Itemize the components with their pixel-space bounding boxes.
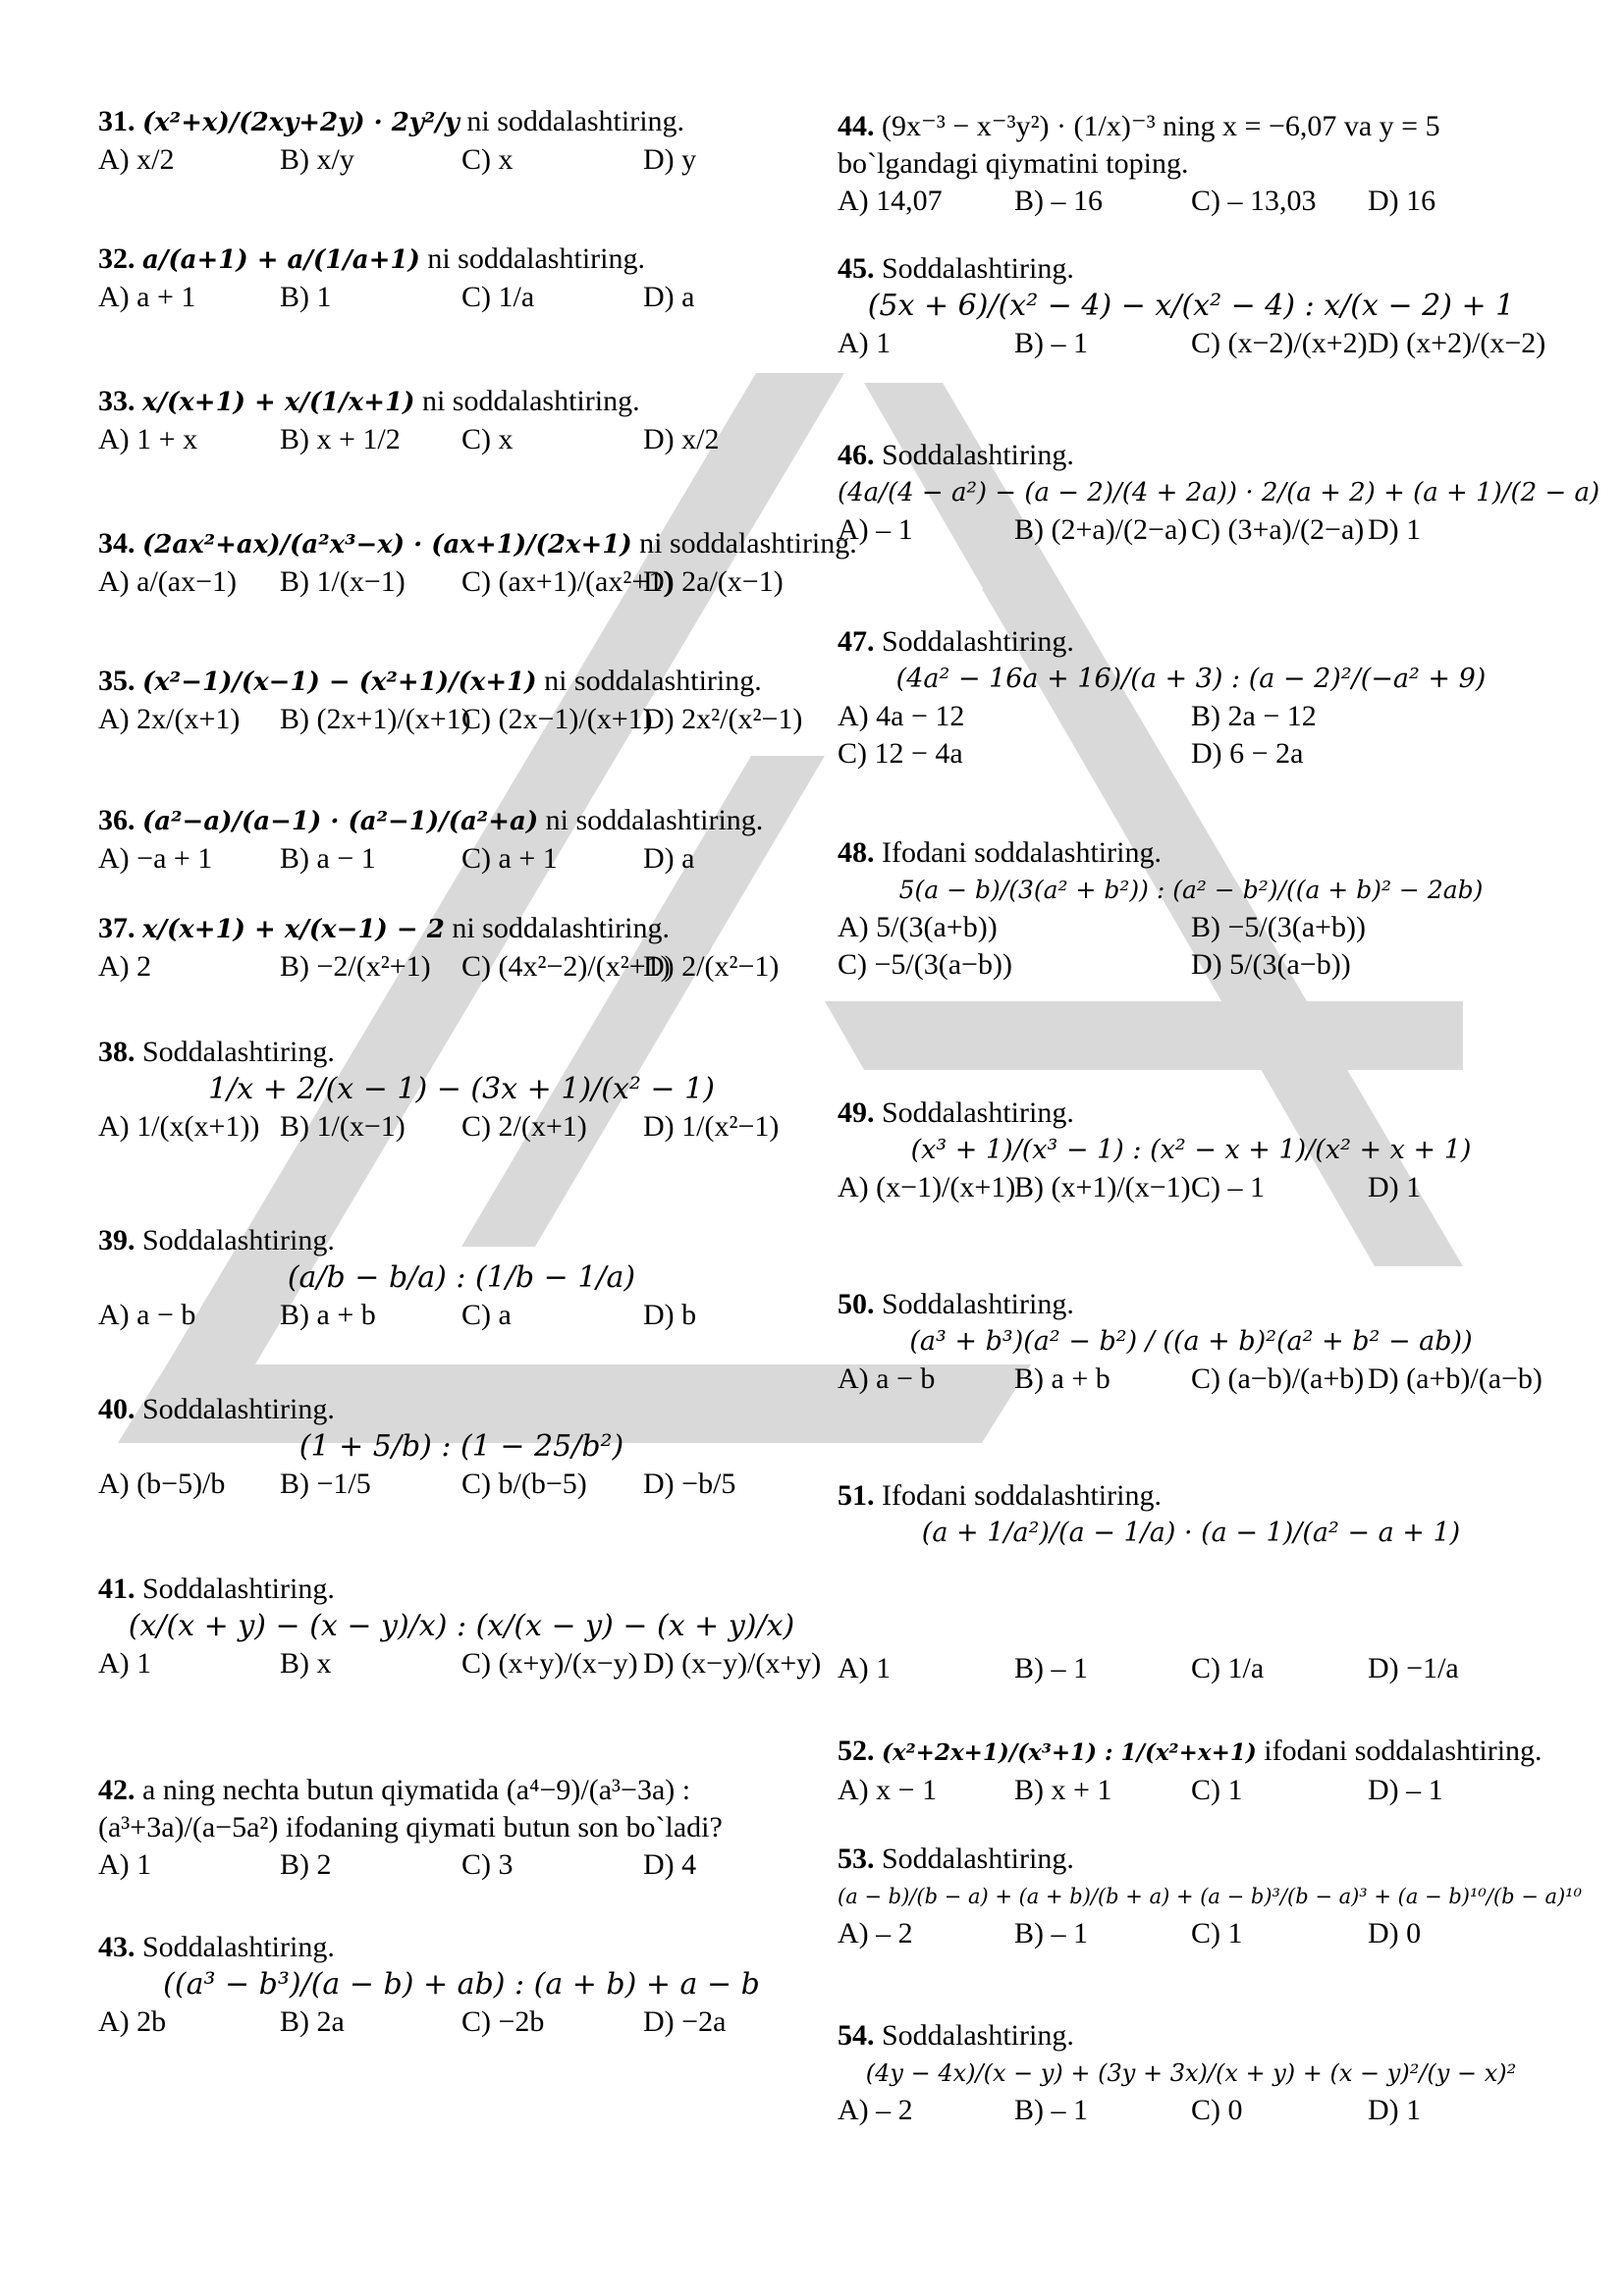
- option-c[interactable]: C) 0: [1191, 2094, 1243, 2126]
- option-b[interactable]: B) – 1: [1014, 2094, 1088, 2126]
- question-expression: (x²+x)/(2xy+2y) · 2y²/y: [142, 108, 460, 137]
- question-formula: (a − b)/(b − a) + (a + b)/(b + a) + (a − b)³/(b − a)³ + (a − b)¹⁰/(b − a)¹⁰: [838, 1885, 1583, 1908]
- question-36: [98, 802, 825, 878]
- question-text: ni soddalashtiring.: [421, 385, 640, 417]
- option-a[interactable]: A) (b−5)/b: [98, 1468, 226, 1500]
- option-d[interactable]: D) 2x²/(x²−1): [643, 703, 803, 735]
- question-formula: (x³ + 1)/(x³ − 1) : (x² − x + 1)/(x² + x + 1): [910, 1135, 1472, 1165]
- question-41: [98, 1571, 825, 1682]
- option-d[interactable]: D) 0: [1368, 1917, 1422, 1949]
- answer-options: [98, 1108, 825, 1146]
- option-c[interactable]: C) 1/a: [461, 281, 535, 313]
- question-text: Soddalashtiring.: [882, 2019, 1074, 2052]
- option-a[interactable]: A) (x−1)/(x+1): [838, 1171, 1016, 1203]
- option-b[interactable]: B) −5/(3(a+b)): [1191, 911, 1366, 943]
- option-d[interactable]: D) 1: [1368, 2094, 1422, 2126]
- answer-options: [838, 511, 1544, 549]
- question-number: 47.: [838, 625, 875, 658]
- question-formula: (a + 1/a²)/(a − 1/a) · (a − 1)/(a² − a + 1): [921, 1518, 1461, 1548]
- question-49: [838, 1095, 1544, 1206]
- question-number: 41.: [98, 1573, 135, 1605]
- question-formula: (a³ + b³)(a² − b²) / ((a + b)²(a² + b² − ab)): [909, 1326, 1473, 1357]
- answer-options: [98, 2003, 825, 2041]
- question-number: 36.: [98, 804, 135, 836]
- question-text: ni soddalashtiring.: [639, 527, 857, 560]
- question-expression: (2ax²+ax)/(a²x³−x) · (ax+1)/(2x+1): [142, 530, 632, 560]
- option-a[interactable]: A) 5/(3(a+b)): [838, 911, 998, 943]
- option-d[interactable]: D) 1/(x²−1): [643, 1110, 780, 1143]
- question-text: Ifodani soddalashtiring.: [882, 1479, 1162, 1512]
- question-text: Soddalashtiring.: [882, 1842, 1074, 1875]
- option-c[interactable]: C) b/(b−5): [461, 1468, 587, 1500]
- question-formula: (a/b − b/a) : (1/b − 1/a): [287, 1260, 636, 1295]
- question-text: ni soddalashtiring.: [544, 665, 762, 697]
- option-d[interactable]: D) 16: [1368, 185, 1436, 217]
- option-c[interactable]: C) −2b: [461, 2005, 545, 2038]
- question-number: 40.: [98, 1393, 135, 1425]
- option-d[interactable]: D) a: [643, 281, 695, 313]
- question-54: [838, 2017, 1544, 2129]
- question-34: [98, 525, 857, 601]
- answer-options: [838, 698, 1544, 773]
- option-a[interactable]: A) 1/(x(x+1)): [98, 1110, 260, 1143]
- answer-options: [98, 279, 825, 316]
- option-d[interactable]: D) −2a: [643, 2005, 727, 2038]
- question-text: Soddalashtiring.: [142, 1573, 335, 1605]
- option-d[interactable]: D) 5/(3(a−b)): [1191, 948, 1351, 981]
- question-number: 49.: [838, 1096, 875, 1129]
- option-d[interactable]: D) 2/(x²−1): [643, 950, 780, 983]
- question-expression: (x²−1)/(x−1) − (x²+1)/(x+1): [142, 667, 537, 697]
- question-number: 54.: [838, 2019, 875, 2052]
- option-b[interactable]: B) – 1: [1014, 327, 1088, 359]
- question-33: [98, 383, 825, 458]
- option-d[interactable]: D) a: [643, 842, 695, 875]
- answer-options: [838, 1169, 1544, 1206]
- question-35: [98, 663, 825, 738]
- question-53: [838, 1841, 1583, 1952]
- option-a[interactable]: A) a/(ax−1): [98, 565, 238, 598]
- question-45: [838, 250, 1544, 362]
- option-c[interactable]: C) (a−b)/(a+b): [1191, 1362, 1365, 1395]
- question-47: [838, 623, 1544, 773]
- question-text: Soddalashtiring.: [882, 252, 1074, 285]
- question-text: Soddalashtiring.: [142, 1931, 335, 1963]
- question-number: 33.: [98, 385, 135, 417]
- question-expression: (x²+2x+1)/(x³+1) : 1/(x²+x+1): [882, 1739, 1257, 1766]
- question-number: 48.: [838, 836, 875, 869]
- option-b[interactable]: B) (2x+1)/(x+1): [280, 703, 471, 735]
- option-d[interactable]: D) y: [643, 143, 697, 176]
- option-d[interactable]: D) b: [643, 1299, 697, 1331]
- option-c[interactable]: C) x: [461, 423, 514, 455]
- option-b[interactable]: B) a − 1: [280, 842, 376, 875]
- option-a[interactable]: A) a + 1: [98, 281, 196, 313]
- option-c[interactable]: C) – 1: [1191, 1171, 1265, 1203]
- answer-options: [98, 1846, 825, 1884]
- option-b[interactable]: B) – 16: [1014, 185, 1103, 217]
- option-d[interactable]: D) 4: [643, 1848, 697, 1881]
- option-b[interactable]: B) x + 1: [1014, 1774, 1112, 1806]
- question-number: 50.: [838, 1288, 875, 1320]
- option-c[interactable]: C) 1: [1191, 1774, 1243, 1806]
- question-formula: (4a² − 16a + 16)/(a + 3) : (a − 2)²/(−a² + 9): [895, 664, 1487, 694]
- question-text: Soddalashtiring.: [882, 439, 1074, 471]
- watermark-stroke-base: [825, 1001, 1463, 1070]
- question-number: 43.: [98, 1931, 135, 1963]
- question-51: [838, 1477, 1544, 1687]
- option-b[interactable]: B) 1: [280, 281, 332, 313]
- option-c[interactable]: C) (3+a)/(2−a): [1191, 513, 1365, 546]
- option-d[interactable]: D) 1: [1368, 1171, 1422, 1203]
- option-a[interactable]: A) 1: [838, 1652, 892, 1684]
- question-number: 38.: [98, 1036, 135, 1068]
- question-44: [838, 108, 1544, 220]
- option-c[interactable]: C) a: [461, 1299, 512, 1331]
- question-48: [838, 834, 1544, 984]
- question-text: ni soddalashtiring.: [427, 242, 645, 275]
- option-b[interactable]: B) x + 1/2: [280, 423, 401, 455]
- question-number: 46.: [838, 439, 875, 471]
- question-text: a ning nechta butun qiymatida (a⁴−9)/(a³−3a) : (a³+3a)/(a−5a²) ifodaning qiymati butun son bo`ladi?: [98, 1774, 723, 1843]
- option-d[interactable]: D) 1: [1368, 513, 1422, 546]
- option-c[interactable]: C) 2/(x+1): [461, 1110, 587, 1143]
- option-b[interactable]: B) 1/(x−1): [280, 1110, 406, 1143]
- option-a[interactable]: A) 1 + x: [98, 423, 198, 455]
- question-38: [98, 1034, 825, 1146]
- option-b[interactable]: B) 2a: [280, 2005, 345, 2038]
- answer-options: [838, 1915, 1544, 1952]
- option-b[interactable]: B) a + b: [1014, 1362, 1110, 1395]
- option-c[interactable]: C) −5/(3(a−b)): [838, 948, 1012, 981]
- question-formula: 5(a − b)/(3(a² + b²)) : (a² − b²)/((a + b)² − 2ab): [898, 876, 1484, 904]
- option-c[interactable]: C) a + 1: [461, 842, 558, 875]
- answer-options: [838, 183, 1544, 220]
- option-a[interactable]: A) x − 1: [838, 1774, 938, 1806]
- option-d[interactable]: D) (x+2)/(x−2): [1368, 327, 1546, 359]
- question-formula: (1 + 5/b) : (1 − 25/b²): [298, 1429, 624, 1464]
- option-b[interactable]: B) x/y: [280, 143, 354, 176]
- answer-options: [838, 909, 1544, 984]
- option-a[interactable]: A) – 1: [838, 513, 913, 546]
- option-c[interactable]: C) (ax+1)/(ax²+1): [461, 565, 674, 598]
- option-c[interactable]: C) – 13,03: [1191, 185, 1317, 217]
- question-31: [98, 103, 825, 179]
- answer-options: [838, 1772, 1544, 1809]
- option-c[interactable]: C) (x+y)/(x−y): [461, 1647, 638, 1680]
- option-b[interactable]: B) – 1: [1014, 1917, 1088, 1949]
- option-d[interactable]: D) −b/5: [643, 1468, 736, 1500]
- option-b[interactable]: B) 2: [280, 1848, 332, 1881]
- question-number: 31.: [98, 105, 135, 137]
- question-number: 42.: [98, 1774, 135, 1806]
- option-d[interactable]: D) – 1: [1368, 1774, 1443, 1806]
- answer-options: [98, 1297, 825, 1334]
- answer-options: [98, 421, 825, 458]
- question-text: Soddalashtiring.: [142, 1036, 335, 1068]
- answer-options: [838, 1650, 1544, 1687]
- question-text: Soddalashtiring.: [142, 1224, 335, 1256]
- answer-options: [98, 840, 825, 878]
- option-b[interactable]: B) −2/(x²+1): [280, 950, 431, 983]
- option-a[interactable]: A) 2x/(x+1): [98, 703, 241, 735]
- question-formula: ((a³ − b³)/(a − b) + ab) : (a + b) + a − b: [163, 1967, 760, 2002]
- question-39: [98, 1222, 825, 1334]
- option-d[interactable]: D) 6 − 2a: [1191, 737, 1304, 770]
- question-number: 52.: [838, 1735, 875, 1767]
- question-52: [838, 1733, 1544, 1809]
- question-32: [98, 240, 825, 316]
- option-d[interactable]: D) x/2: [643, 423, 720, 455]
- question-number: 51.: [838, 1479, 875, 1512]
- question-formula: (4y − 4x)/(x − y) + (3y + 3x)/(x + y) + (x − y)²/(y − x)²: [865, 2059, 1517, 2087]
- question-expression: a/(a+1) + a/(1/a+1): [142, 245, 420, 275]
- option-c[interactable]: C) (2x−1)/(x+1): [461, 703, 653, 735]
- option-b[interactable]: B) – 1: [1014, 1652, 1088, 1684]
- question-text: Soddalashtiring.: [882, 1288, 1074, 1320]
- question-text: ni soddalashtiring.: [452, 912, 670, 944]
- question-text: (9x⁻³ − x⁻³y²) · (1/x)⁻³ ning x = −6,07 va y = 5 bo`lgandagi qiymatini toping.: [838, 110, 1440, 180]
- answer-options: [98, 1645, 825, 1682]
- option-b[interactable]: B) a + b: [280, 1299, 376, 1331]
- question-expression: x/(x+1) + x/(x−1) − 2: [142, 915, 445, 944]
- question-number: 39.: [98, 1224, 135, 1256]
- option-a[interactable]: A) 1: [838, 327, 892, 359]
- option-a[interactable]: A) x/2: [98, 143, 175, 176]
- option-a[interactable]: A) a − b: [838, 1362, 936, 1395]
- answer-options: [98, 1466, 825, 1503]
- answer-options: [838, 325, 1544, 362]
- option-a[interactable]: A) a − b: [98, 1299, 196, 1331]
- answer-options: [838, 1361, 1544, 1398]
- option-c[interactable]: C) 1/a: [1191, 1652, 1265, 1684]
- question-formula: (4a/(4 − a²) − (a − 2)/(4 + 2a)) · 2/(a + 2) + (a + 1)/(2 − a): [838, 478, 1600, 507]
- option-a[interactable]: A) 1: [98, 1848, 152, 1881]
- question-number: 32.: [98, 242, 135, 275]
- option-b[interactable]: B) 2a − 12: [1191, 700, 1317, 732]
- question-formula: 1/x + 2/(x − 1) − (3x + 1)/(x² − 1): [208, 1072, 715, 1106]
- option-c[interactable]: C) (4x²−2)/(x²+1): [461, 950, 671, 983]
- question-formula: (x/(x + y) − (x − y)/x) : (x/(x − y) − (x + y)/x): [128, 1609, 795, 1643]
- question-number: 53.: [838, 1842, 875, 1875]
- question-43: [98, 1929, 825, 2041]
- option-a[interactable]: A) 14,07: [838, 185, 943, 217]
- option-b[interactable]: B) x: [280, 1647, 332, 1680]
- question-40: [98, 1391, 825, 1503]
- answer-options: [98, 701, 825, 738]
- option-c[interactable]: C) x: [461, 143, 514, 176]
- option-a[interactable]: A) 2b: [98, 2005, 167, 2038]
- option-c[interactable]: C) 1: [1191, 1917, 1243, 1949]
- answer-options: [98, 141, 825, 179]
- question-text: ni soddalashtiring.: [466, 105, 685, 137]
- question-text: ni soddalashtiring.: [545, 804, 764, 836]
- question-text: ifodani soddalashtiring.: [1264, 1735, 1543, 1767]
- question-number: 45.: [838, 252, 875, 285]
- question-number: 44.: [838, 110, 875, 142]
- answer-options: [98, 948, 825, 986]
- option-c[interactable]: C) (x−2)/(x+2): [1191, 327, 1368, 359]
- question-expression: x/(x+1) + x/(1/x+1): [142, 388, 415, 417]
- question-42: [98, 1772, 825, 1884]
- option-d[interactable]: D) (x−y)/(x+y): [643, 1647, 822, 1680]
- option-d[interactable]: D) 2a/(x−1): [643, 565, 784, 598]
- option-b[interactable]: B) (2+a)/(2−a): [1014, 513, 1188, 546]
- question-formula: (5x + 6)/(x² − 4) − x/(x² − 4) : x/(x − 2) + 1: [867, 289, 1515, 323]
- question-50: [838, 1286, 1544, 1398]
- option-b[interactable]: B) −1/5: [280, 1468, 371, 1500]
- option-a[interactable]: A) 2: [98, 950, 152, 983]
- option-b[interactable]: B) 1/(x−1): [280, 565, 406, 598]
- question-46: [838, 437, 1600, 549]
- option-a[interactable]: A) – 2: [838, 1917, 913, 1949]
- question-text: Soddalashtiring.: [882, 1096, 1074, 1129]
- question-text: Soddalashtiring.: [142, 1393, 335, 1425]
- question-number: 35.: [98, 665, 135, 697]
- question-37: [98, 910, 825, 986]
- option-c[interactable]: C) 12 − 4a: [838, 737, 963, 770]
- option-a[interactable]: A) 1: [98, 1647, 152, 1680]
- option-d[interactable]: D) (a+b)/(a−b): [1368, 1362, 1543, 1395]
- answer-options: [838, 2092, 1544, 2129]
- option-d[interactable]: D) −1/a: [1368, 1652, 1459, 1684]
- question-text: Soddalashtiring.: [882, 625, 1074, 658]
- question-expression: (a²−a)/(a−1) · (a²−1)/(a²+a): [142, 807, 539, 836]
- option-a[interactable]: A) −a + 1: [98, 842, 213, 875]
- option-b[interactable]: B) (x+1)/(x−1): [1014, 1171, 1191, 1203]
- question-number: 37.: [98, 912, 135, 944]
- option-a[interactable]: A) – 2: [838, 2094, 913, 2126]
- answer-options: [98, 563, 825, 601]
- question-text: Ifodani soddalashtiring.: [882, 836, 1162, 869]
- option-c[interactable]: C) 3: [461, 1848, 514, 1881]
- question-number: 34.: [98, 527, 135, 560]
- option-a[interactable]: A) 4a − 12: [838, 700, 965, 732]
